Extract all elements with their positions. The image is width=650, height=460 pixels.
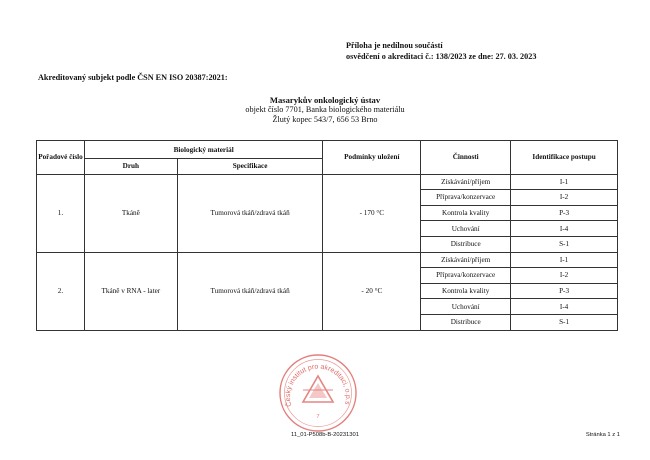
- header-material: Biologický materiál: [84, 141, 322, 159]
- row-activity: Příprava/konzervace: [421, 268, 511, 284]
- header-activities: Činnosti: [421, 141, 511, 175]
- table-row: [37, 252, 618, 268]
- page-number: Stránka 1 z 1: [585, 432, 620, 438]
- table-row: [37, 174, 618, 190]
- organization-object: objekt číslo 7701, Banka biologického materiálu: [245, 105, 405, 114]
- organization-address: Žlutý kopec 543/7, 656 53 Brno: [272, 115, 378, 124]
- stamp-logo-icon: [303, 376, 333, 402]
- header-spec: Specifikace: [177, 159, 323, 175]
- row-activity: Získávání/příjem: [421, 174, 511, 190]
- subject-heading: Akreditovaný subjekt podle ČSN EN ISO 20387:2021:: [38, 73, 228, 82]
- row-procedure-id: S-1: [511, 314, 618, 330]
- row-procedure-id: I-1: [511, 174, 618, 190]
- row-storage: - 170 °C: [323, 174, 421, 252]
- row-activity: Distribuce: [421, 314, 511, 330]
- row-procedure-id: I-4: [511, 299, 618, 315]
- row-activity: Uchování: [421, 221, 511, 237]
- row-procedure-id: P-3: [511, 205, 618, 221]
- row-procedure-id: I-1: [511, 252, 618, 268]
- row-spec: Tumorová tkáň/zdravá tkáň: [177, 252, 323, 330]
- header-procedure: Identifikace postupu: [511, 141, 618, 175]
- row-activity: Kontrola kvality: [421, 283, 511, 299]
- row-procedure-id: P-3: [511, 283, 618, 299]
- row-activity: Kontrola kvality: [421, 205, 511, 221]
- row-storage: - 20 °C: [323, 252, 421, 330]
- row-procedure-id: I-2: [511, 190, 618, 206]
- stamp-number: 7: [316, 414, 320, 420]
- header-storage: Podmínky uložení: [323, 141, 421, 175]
- row-type: Tkáně: [84, 174, 177, 252]
- row-order: 1.: [37, 174, 85, 252]
- row-activity: Získávání/příjem: [421, 252, 511, 268]
- row-procedure-id: S-1: [511, 236, 618, 252]
- annex-line-2: osvědčení o akreditaci č.: 138/2023 ze dne: 27. 03. 2023: [346, 52, 537, 61]
- accreditation-stamp: [277, 352, 359, 434]
- annex-line-1: Příloha je nedílnou součástí: [346, 41, 443, 50]
- stamp-text: Český institut pro akreditaci, o.p.s: [284, 363, 352, 408]
- document-code: 11_01-P508b-B-20231301: [291, 432, 359, 438]
- header-type: Druh: [84, 159, 177, 175]
- row-procedure-id: I-2: [511, 268, 618, 284]
- row-type: Tkáně v RNA - later: [84, 252, 177, 330]
- row-activity: Uchování: [421, 299, 511, 315]
- row-activity: Distribuce: [421, 236, 511, 252]
- header-order: Pořadové číslo: [37, 141, 85, 175]
- row-activity: Příprava/konzervace: [421, 190, 511, 206]
- annex-note: [346, 40, 536, 62]
- row-spec: Tumorová tkáň/zdravá tkáň: [177, 174, 323, 252]
- row-procedure-id: I-4: [511, 221, 618, 237]
- organization-name: Masarykův onkologický ústav: [269, 95, 381, 105]
- row-order: 2.: [37, 252, 85, 330]
- organization-block: [0, 95, 650, 125]
- scope-table: [36, 140, 618, 331]
